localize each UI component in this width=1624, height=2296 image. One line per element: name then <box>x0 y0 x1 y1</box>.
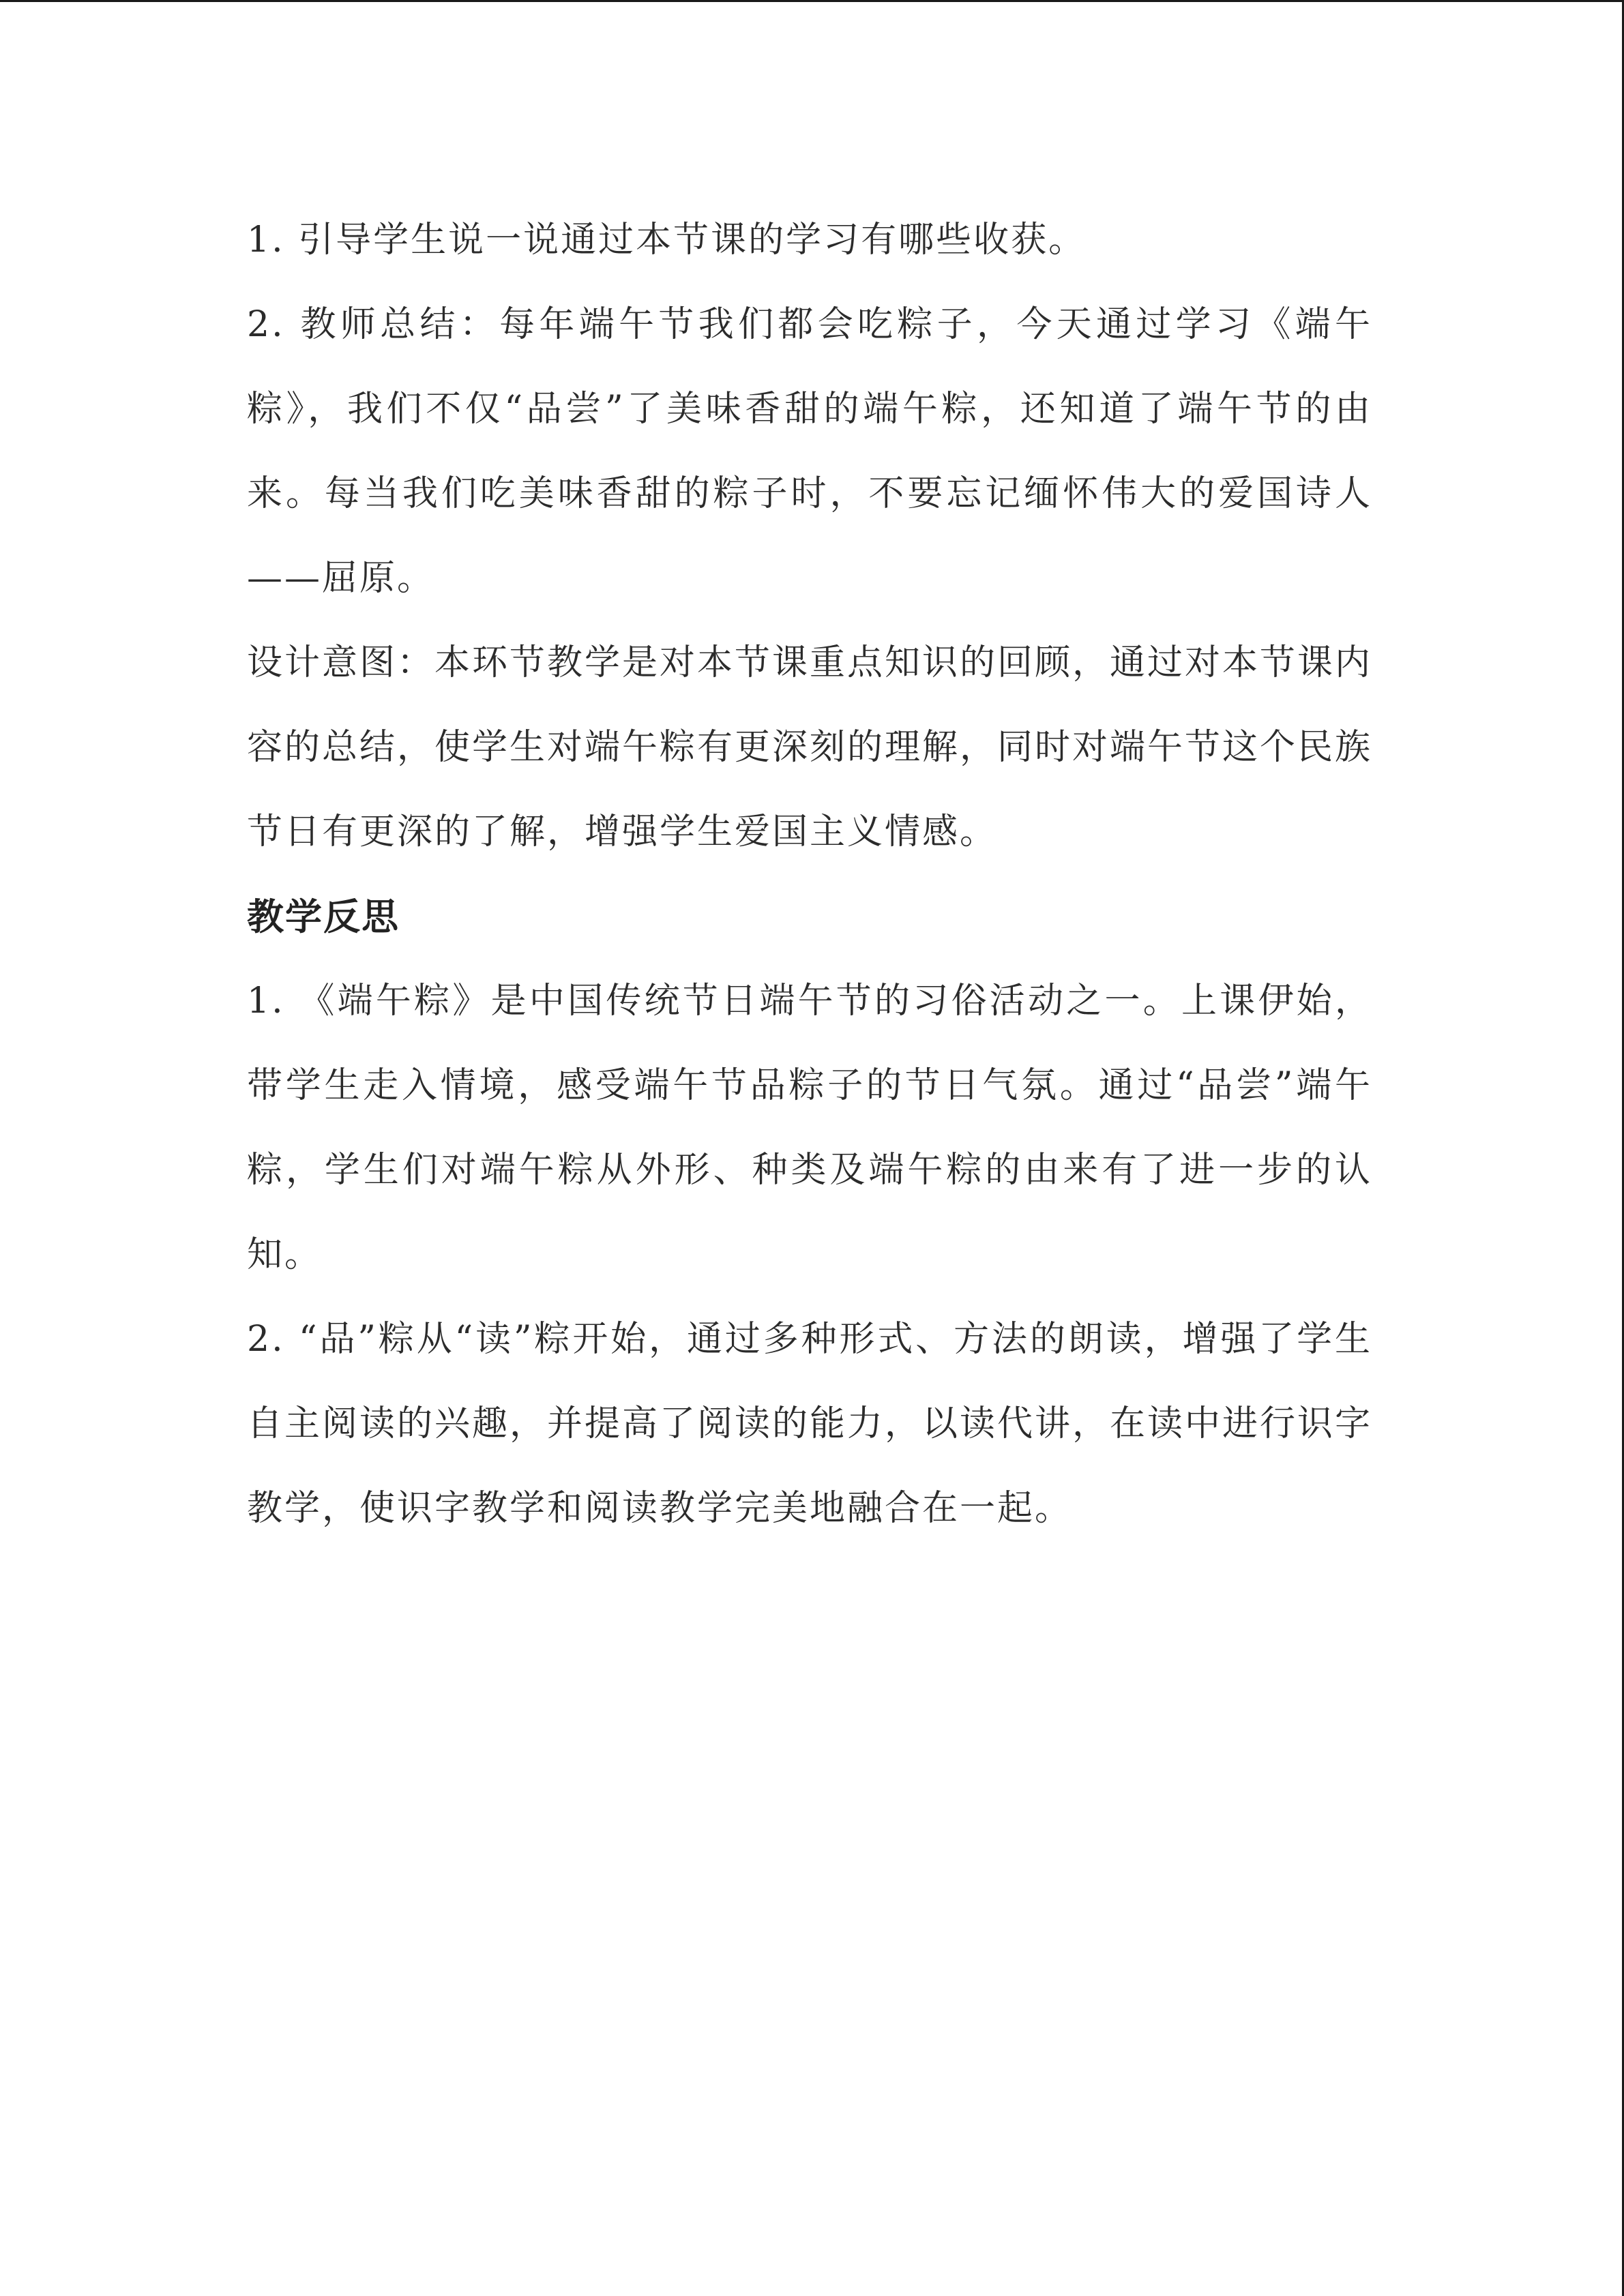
design-intent-paragraph: 设计意图：本环节教学是对本节课重点知识的回顾，通过对本节课内容的总结，使学生对端午粽有更深刻的理解，同时对端午节这个民族节日有更深的了解，增强学生爱国主义情感。 <box>247 642 1373 852</box>
reflection-heading: 教学反思 <box>247 895 400 938</box>
reflection-item-1: 1. 《端午粽》是中国传统节日端午节的习俗活动之一。上课伊始，带学生走入情境，感受端午节品粽子的节日气氛。通过“品尝”端午粽，学生们对端午粽从外形、种类及端午粽的由来有了进一步的认知。 <box>247 981 1372 1275</box>
reflection-item-2: 2. “品”粽从“读”粽开始，通过多种形式、方法的朗读，增强了学生自主阅读的兴趣，并提高了阅读的能力，以读代讲，在读中进行识字教学，使识字教学和阅读教学完美地融合在一起。 <box>247 1319 1373 1529</box>
summary-item-2: 2. 教师总结：每年端午节我们都会吃粽子，今天通过学习《端午粽》，我们不仅“品尝”了美味香甜的端午粽，还知道了端午节的由来。每当我们吃美味香甜的粽子时，不要忘记缅怀伟大的爱国诗人——屈原。 <box>247 304 1372 599</box>
document-body <box>247 198 1372 1551</box>
summary-item-1: 1. 引导学生说一说通过本节课的学习有哪些收获。 <box>247 220 1087 260</box>
page-border-top <box>0 0 1624 2</box>
